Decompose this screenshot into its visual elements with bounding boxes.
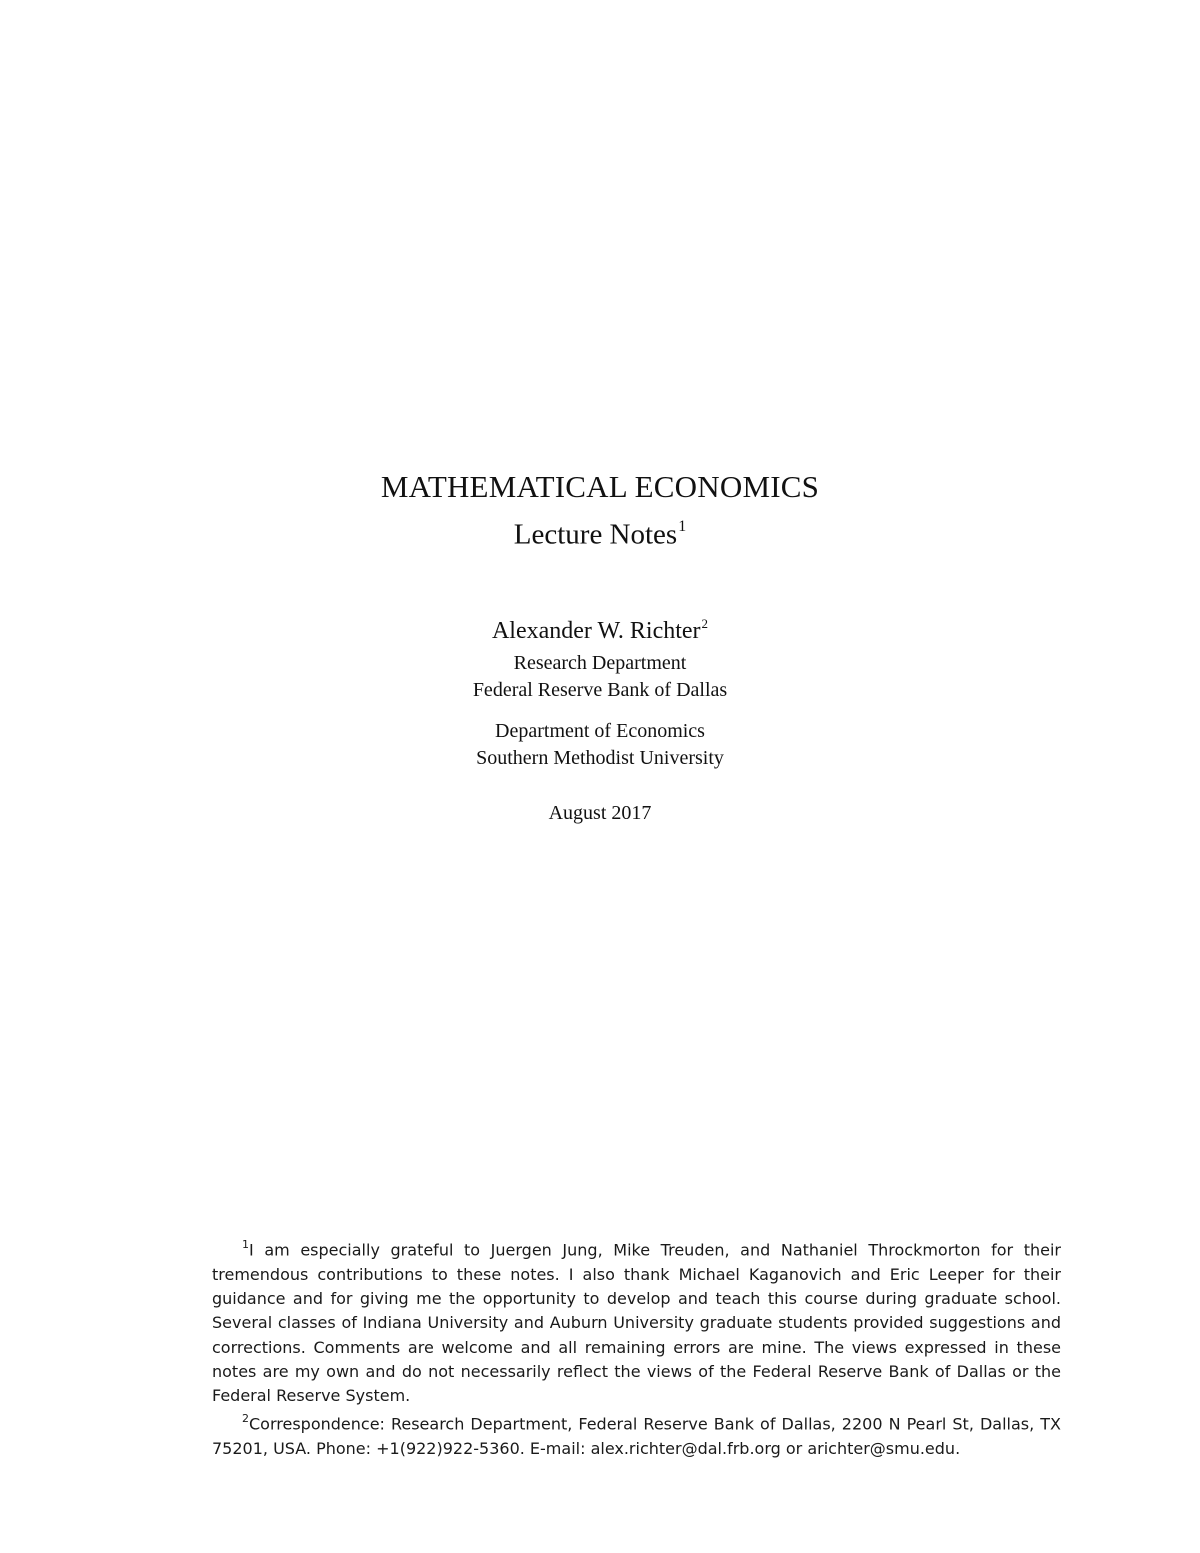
document-subtitle (0, 510, 1200, 554)
affiliation-1 (0, 650, 1200, 704)
footnote-1-mark: 1 (242, 1238, 249, 1251)
footnote-1 (212, 1234, 1061, 1408)
affiliation-2-institution: Southern Methodist University (476, 747, 724, 769)
author-name: Alexander W. Richter (491, 618, 701, 644)
footnote-2 (212, 1408, 1061, 1461)
affiliation-1-institution: Federal Reserve Bank of Dallas (472, 679, 728, 701)
footnotes (212, 1234, 1061, 1461)
affiliation-1-department: Research Department (513, 652, 687, 674)
affiliation-2 (0, 718, 1200, 772)
footnote-1-text: I am especially grateful to Juergen Jung, Mike Treuden, and Nathaniel Throckmorton for their tremendous contributions to these notes. I also thank Michael Kaganovich and Eric Leeper for their guidance and for giving me the opportunity to develop and teach this course during graduate school. Several classes of Indiana University and Auburn University graduate students provided suggestions and corrections. Comments are welcome and all remaining errors are mine. The views expressed in these notes are my own and do not necessarily reflect the views of the Federal Reserve Bank of Dallas or the Federal Reserve System. (212, 1240, 1061, 1406)
publication-date: August 2017 (548, 802, 652, 824)
subtitle-text: Lecture Notes (513, 518, 678, 551)
footnote-2-mark: 2 (242, 1412, 249, 1426)
author (0, 609, 1200, 647)
subtitle-footnote-mark: 1 (678, 518, 687, 535)
footnote-2-text: Correspondence: Research Department, Federal Reserve Bank of Dallas, 2200 N Pearl St, Dallas, TX 75201, USA. Phone: +1(922)922-5360. E-mail: alex.richter@dal.frb.org or arichter@smu.edu. (212, 1414, 1061, 1459)
document-title: MATHEMATICAL ECONOMICS (380, 469, 820, 504)
author-footnote-mark: 2 (701, 616, 709, 631)
affiliation-2-department: Department of Economics (495, 720, 705, 742)
